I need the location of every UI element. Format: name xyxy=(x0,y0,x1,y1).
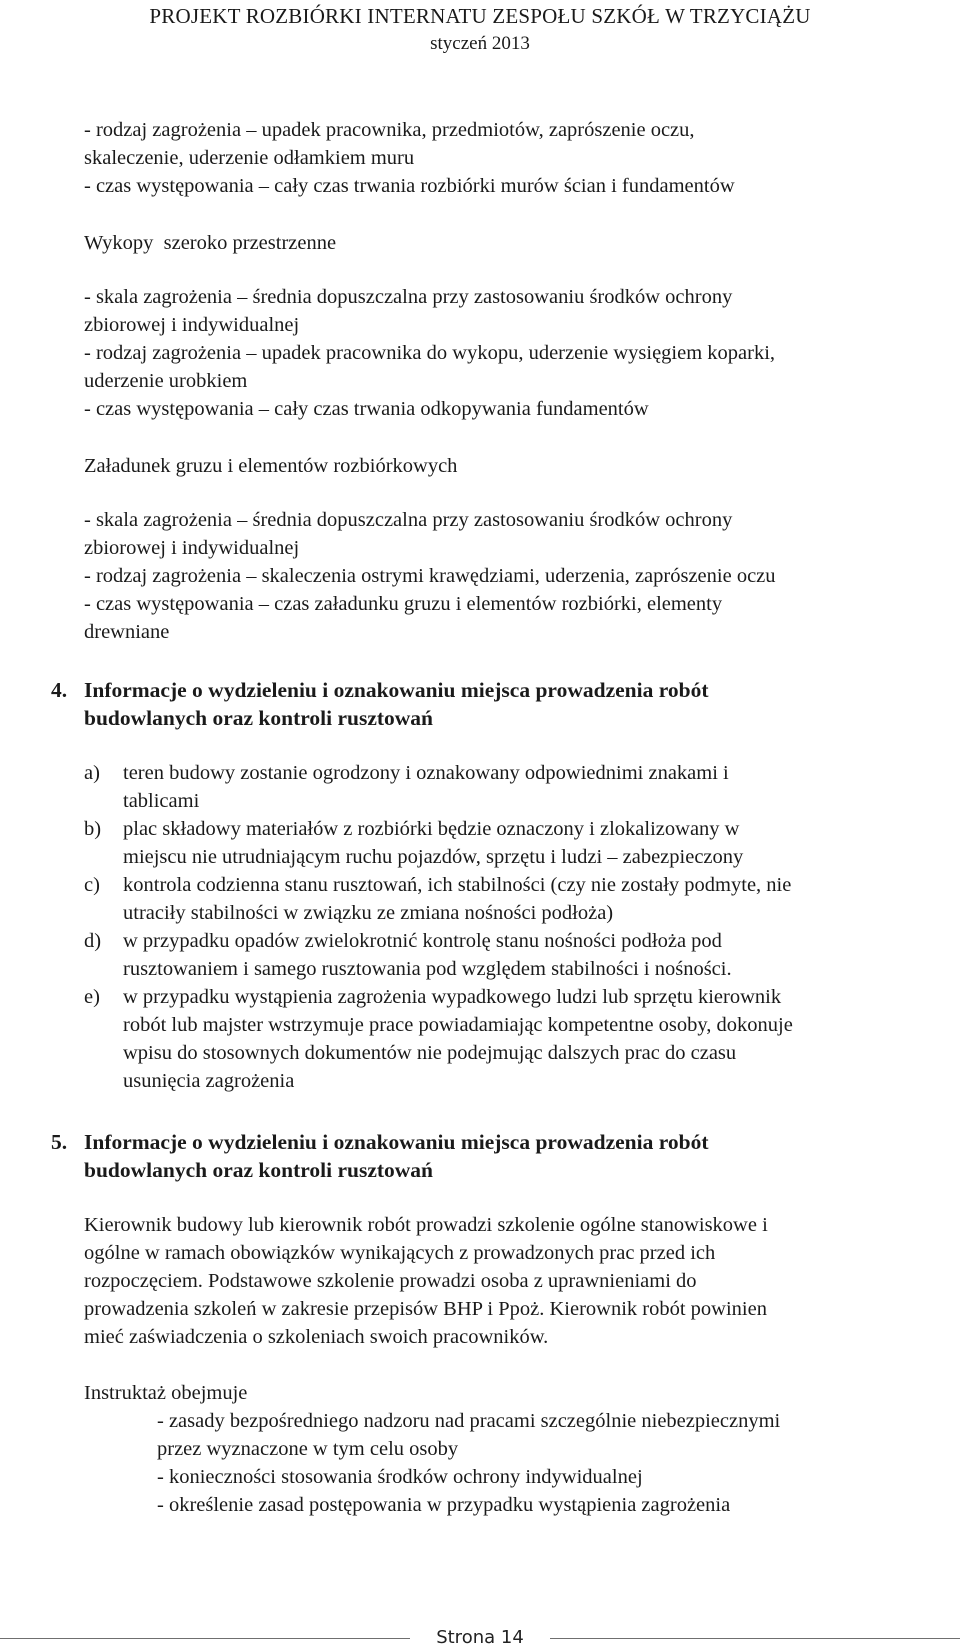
list-marker: e) xyxy=(84,986,100,1008)
text-line: drewniane xyxy=(84,621,170,643)
instruction-list xyxy=(84,1407,914,1519)
text-line: Wykopy szeroko przestrzenne xyxy=(84,232,337,254)
section-5-heading xyxy=(51,1128,914,1184)
text-line: rozpoczęciem. Podstawowe szkolenie prowadzi osoba z uprawnieniami do xyxy=(84,1270,697,1292)
text-line: - czas występowania – cały czas trwania rozbiórki murów ścian i fundamentów xyxy=(84,175,735,197)
list-item-a xyxy=(84,759,914,815)
section-number: 5. xyxy=(51,1130,68,1154)
document-title: PROJEKT ROZBIÓRKI INTERNATU ZESPOŁU SZKÓŁ W TRZYCIĄŻU xyxy=(149,4,811,28)
page-footer xyxy=(0,1627,960,1649)
instruction-item: przez wyznaczone w tym celu osoby xyxy=(157,1438,459,1460)
text-line: - rodzaj zagrożenia – upadek pracownika do wykopu, uderzenie wysięgiem koparki, xyxy=(84,342,776,364)
text-line: robót lub majster wstrzymuje prace powiadamiając kompetentne osoby, dokonuje xyxy=(123,1014,793,1036)
list-item-b xyxy=(84,815,914,871)
text-line: plac składowy materiałów z rozbiórki będzie oznaczony i zlokalizowany w xyxy=(123,818,740,840)
text-line: - czas występowania – czas załadunku gruzu i elementów rozbiórki, elementy xyxy=(84,593,723,615)
text-line: - rodzaj zagrożenia – skaleczenia ostrymi krawędziami, uderzenia, zaprószenie oczu xyxy=(84,565,776,587)
document-date: styczeń 2013 xyxy=(430,33,530,54)
heading-line: Informacje o wydzieleniu i oznakowaniu miejsca prowadzenia robót xyxy=(84,678,709,702)
list-item-e xyxy=(84,983,914,1095)
footer-divider-right xyxy=(550,1638,960,1639)
text-line: kontrola codzienna stanu rusztowań, ich stabilności (czy nie zostały podmyte, nie xyxy=(123,874,792,896)
text-line: Załadunek gruzu i elementów rozbiórkowych xyxy=(84,455,458,477)
hazard-block-excavations xyxy=(84,283,914,423)
text-line: utraciły stabilności w związku ze zmiana nośności podłoża) xyxy=(123,902,614,924)
subheading-excavations xyxy=(84,229,914,257)
list-marker: c) xyxy=(84,874,100,896)
text-line: rusztowaniem i samego rusztowania pod względem stabilności i nośności. xyxy=(123,958,732,980)
list-marker: d) xyxy=(84,930,102,952)
list-marker: a) xyxy=(84,762,100,784)
text-line: zbiorowej i indywidualnej xyxy=(84,537,300,559)
training-paragraph xyxy=(84,1211,914,1351)
instruction-item: - określenie zasad postępowania w przypadku wystąpienia zagrożenia xyxy=(157,1494,731,1516)
text-line: skaleczenie, uderzenie odłamkiem muru xyxy=(84,147,415,169)
heading-line: budowlanych oraz kontroli rusztowań xyxy=(84,1158,434,1182)
text-line: - czas występowania – cały czas trwania odkopywania fundamentów xyxy=(84,398,649,420)
text-line: w przypadku wystąpienia zagrożenia wypadkowego ludzi lub sprzętu kierownik xyxy=(123,986,782,1008)
text-line: miejscu nie utrudniającym ruchu pojazdów, sprzętu i ludzi – zabezpieczony xyxy=(123,846,744,868)
text-line: w przypadku opadów zwielokrotnić kontrolę stanu nośności podłoża pod xyxy=(123,930,722,952)
instruction-block xyxy=(84,1379,914,1519)
section-4-list xyxy=(84,759,914,1095)
hazard-block-loading xyxy=(84,506,914,646)
text-line: - rodzaj zagrożenia – upadek pracownika, przedmiotów, zaprószenie oczu, xyxy=(84,119,695,141)
text-line: tablicami xyxy=(123,790,200,812)
text-line: uderzenie urobkiem xyxy=(84,370,248,392)
text-line: prowadzenia szkoleń w zakresie przepisów BHP i Ppoż. Kierownik robót powinien xyxy=(84,1298,767,1320)
page-header xyxy=(0,2,960,57)
text-line: mieć zaświadczenia o szkoleniach swoich pracowników. xyxy=(84,1326,549,1348)
instruction-title: Instruktaż obejmuje xyxy=(84,1382,248,1404)
text-line: wpisu do stosownych dokumentów nie podejmując dalszych prac do czasu xyxy=(123,1042,737,1064)
page-number: Strona 14 xyxy=(436,1627,524,1648)
list-item-d xyxy=(84,927,914,983)
text-line: usunięcia zagrożenia xyxy=(123,1070,295,1092)
section-number: 4. xyxy=(51,678,68,702)
section-4-heading xyxy=(51,676,914,732)
text-line: zbiorowej i indywidualnej xyxy=(84,314,300,336)
footer-divider-left xyxy=(0,1638,410,1639)
instruction-item: - zasady bezpośredniego nadzoru nad pracami szczególnie niebezpiecznymi xyxy=(157,1410,781,1432)
heading-line: Informacje o wydzieleniu i oznakowaniu miejsca prowadzenia robót xyxy=(84,1130,709,1154)
hazard-block-demolition xyxy=(84,116,914,200)
text-line: ogólne w ramach obowiązków wynikających z prowadzonych prac przed ich xyxy=(84,1242,716,1264)
text-line: - skala zagrożenia – średnia dopuszczalna przy zastosowaniu środków ochrony xyxy=(84,509,733,531)
text-line: Kierownik budowy lub kierownik robót prowadzi szkolenie ogólne stanowiskowe i xyxy=(84,1214,768,1236)
list-item-c xyxy=(84,871,914,927)
text-line: - skala zagrożenia – średnia dopuszczalna przy zastosowaniu środków ochrony xyxy=(84,286,733,308)
text-line: teren budowy zostanie ogrodzony i oznakowany odpowiednimi znakami i xyxy=(123,762,729,784)
page-content xyxy=(51,116,914,1548)
instruction-item: - konieczności stosowania środków ochrony indywidualnej xyxy=(157,1466,643,1488)
heading-line: budowlanych oraz kontroli rusztowań xyxy=(84,706,434,730)
subheading-loading xyxy=(84,452,914,480)
list-marker: b) xyxy=(84,818,102,840)
